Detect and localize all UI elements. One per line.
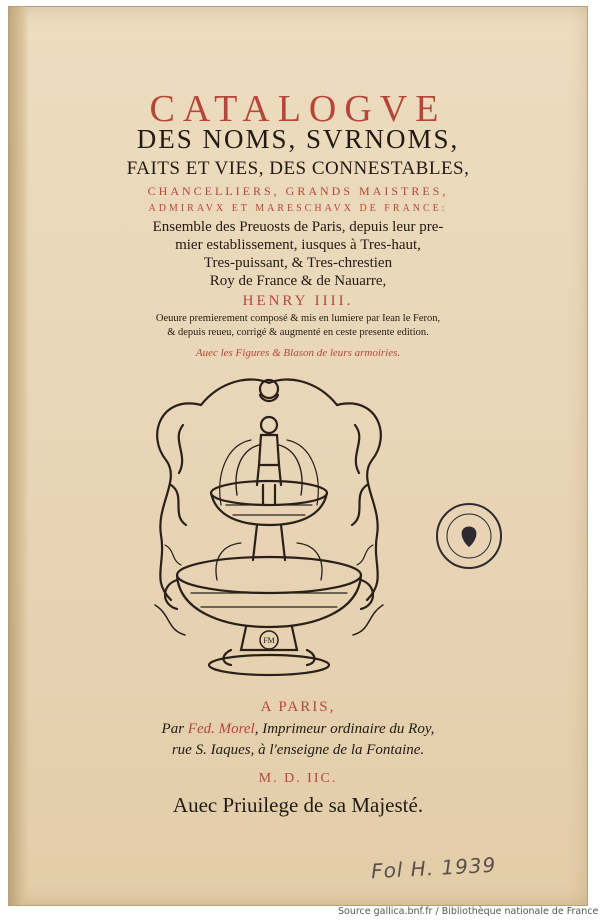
imprint-par: Par — [161, 721, 185, 737]
title-line-catalogue: CATALOGVE — [149, 88, 447, 130]
title-line-noms: DES NOMS, SVRNOMS, — [136, 124, 460, 154]
title-line-chancelliers: CHANCELLIERS, GRANDS MAISTRES, — [147, 184, 449, 198]
title-line-roy: Roy de France & de Nauarre, — [209, 273, 387, 289]
imprint-printer-title: , Imprimeur ordinaire du Roy, — [254, 721, 435, 737]
imprint-address: rue S. Iaques, à l'enseigne de la Fontaine. — [171, 742, 425, 758]
title-line-tres-puissant: Tres-puissant, & Tres-chrestien — [203, 255, 393, 271]
imprint-date: M. D. IIC. — [258, 771, 338, 786]
privilege-line: Auec Priuilege de sa Majesté. — [172, 793, 424, 817]
title-line-connestables: FAITS ET VIES, DES CONNESTABLES, — [126, 158, 470, 179]
title-line-henry: HENRY IIII. — [242, 293, 354, 309]
svg-text:FM: FM — [263, 636, 275, 645]
title-line-edition: & depuis reueu, corrigé & augmenté en ceste presente edition. — [167, 327, 429, 338]
fountain-printer-device — [141, 365, 397, 687]
shelfmark-handwritten: Fol H. 1939 — [370, 852, 497, 884]
source-attribution: Source gallica.bnf.fr / Bibliothèque nationale de France — [338, 906, 600, 923]
imprint-printer-name: Fed. Morel — [187, 721, 255, 737]
title-page — [8, 6, 588, 906]
title-line-author: Oeuure premierement composé & mis en lumiere par Iean le Feron, — [155, 313, 441, 324]
title-line-preuosts: Ensemble des Preuosts de Paris, depuis leur pre- — [152, 219, 444, 235]
imprint-printer — [9, 721, 587, 738]
library-stamp — [434, 501, 504, 571]
title-line-admiraux: ADMIRAVX ET MARESCHAVX DE FRANCE: — [148, 203, 448, 214]
imprint-city: A PARIS, — [260, 699, 336, 715]
title-line-figures: Auec les Figures & Blason de leurs armoiries. — [195, 347, 401, 359]
title-line-establissement: mier establissement, iusques à Tres-haut, — [175, 237, 421, 253]
